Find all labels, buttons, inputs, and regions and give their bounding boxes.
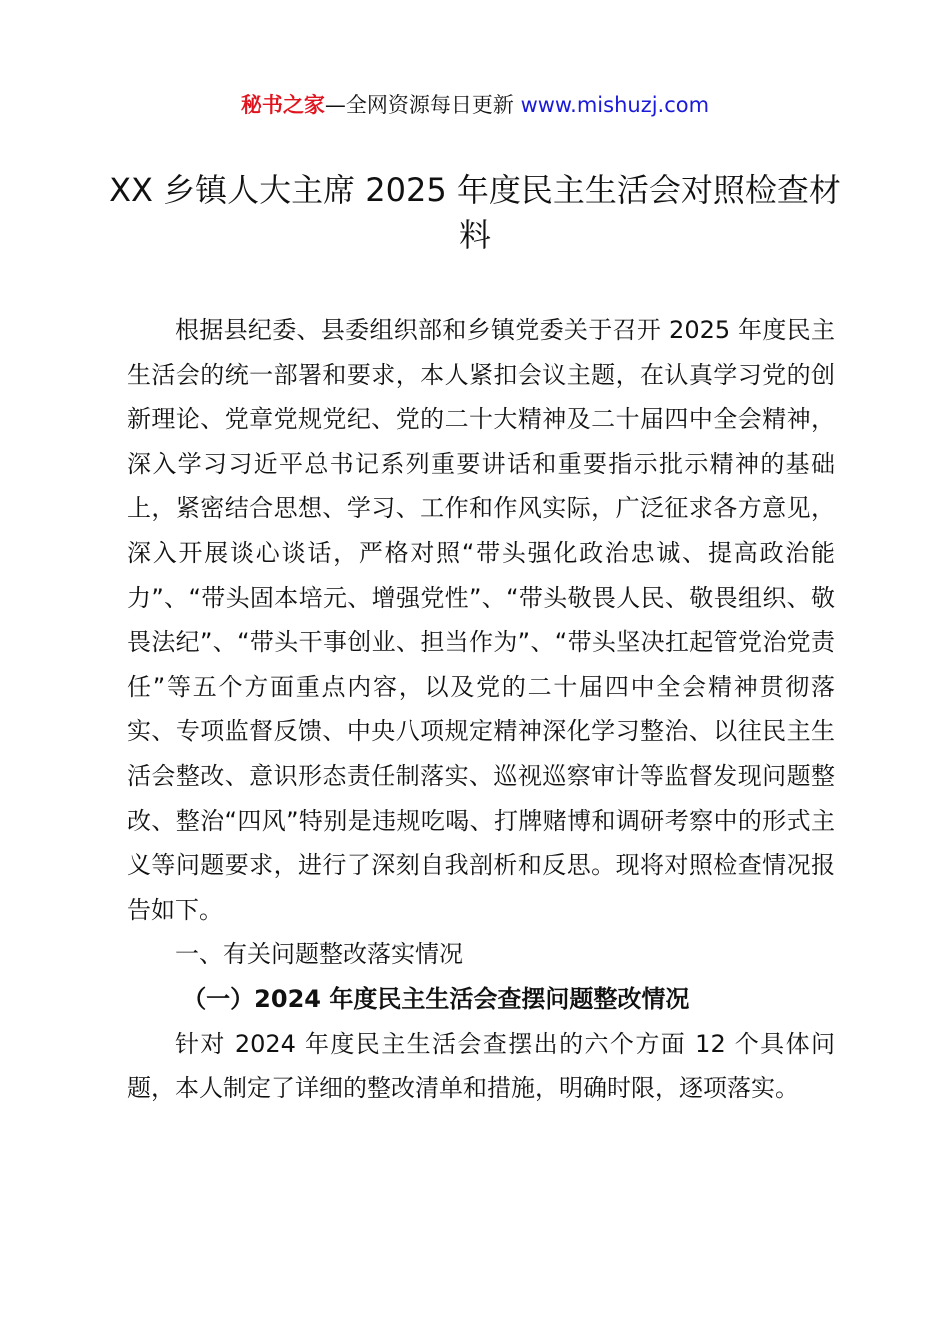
subsection-heading: （一）2024 年度民主生活会查摆问题整改情况 xyxy=(182,984,690,1013)
intro-paragraph: 根据县纪委、县委组织部和乡镇党委关于召开 2025 年度民主生活会的统一部署和要求，本人紧扣会议主题，在认真学习党的创新理论、党章党规党纪、党的二十大精神及二十届四中全会精神，深入学习习近平总书记系列重要讲话和重要指示批示精神的基础上，紧密结合思想、学习、工作和作风实际，广泛征求各方意见，深入开展谈心谈话，严格对照“带头强化政治忠诚、提高政治能力”、“带头固本培元、增强党性”、“带头敬畏人民、敬畏组织、敬畏法纪”、“带头干事创业、担当作为”、“带头坚决扛起管党治党责任”等五个方面重点内容，以及党的二十届四中全会精神贯彻落实、专项监督反馈、中央八项规定精神深化学习整治、以往民主生活会整改、意识形态责任制落实、巡视巡察审计等监督发现问题整改、整治“四风”特别是违规吃喝、打牌赌博和调研考察中的形式主义等问题要求，进行了深刻自我剖析和反思。现将对照检查情况报告如下。 xyxy=(127,316,835,924)
brand-name: 秘书之家 xyxy=(240,93,325,117)
section-heading: 一、有关问题整改落实情况 xyxy=(175,940,463,969)
document-body xyxy=(127,308,835,1111)
document-title: XX 乡镇人大主席 2025 年度民主生活会对照检查材料 xyxy=(109,171,841,254)
header-tagline: —全网资源每日更新 xyxy=(324,93,521,117)
body-paragraph: 针对 2024 年度民主生活会查摆出的六个方面 12 个具体问题，本人制定了详细的整改清单和措施，明确时限，逐项落实。 xyxy=(127,1029,835,1103)
site-url-link[interactable]: www.mishuzj.com xyxy=(520,93,710,117)
site-header xyxy=(0,88,950,122)
